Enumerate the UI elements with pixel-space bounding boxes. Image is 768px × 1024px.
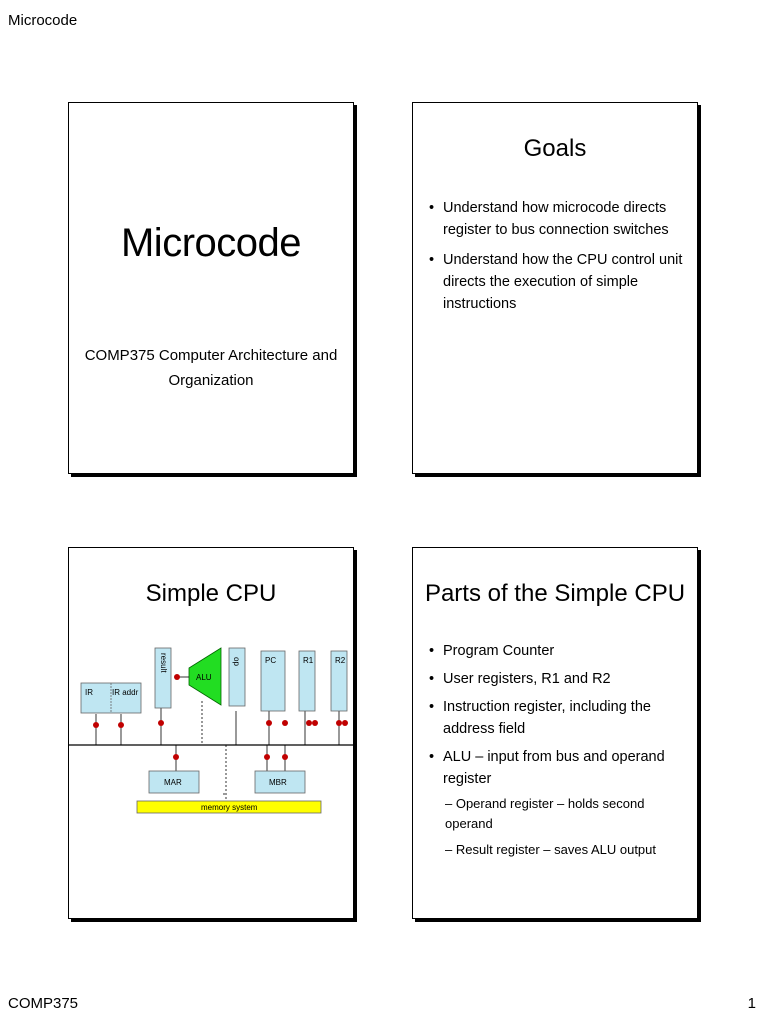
slide-subtitle [83,343,339,393]
bus-switches [93,720,348,760]
alu-label: ALU [196,673,212,682]
goals-list [429,197,687,323]
slide-parts-title: Parts of the Simple CPU [424,580,686,607]
ir-label: IR [85,688,93,697]
dashed-connections [202,701,226,801]
list-item: • Understand how the CPU control unit directs the execution of simple instructions [429,252,683,312]
result-label: result [159,653,168,673]
slide-simple-cpu [68,547,354,919]
r2-label: R2 [335,656,346,665]
slide-goals-title: Goals [523,135,587,162]
mar-label: MAR [164,778,182,787]
slide-title-heading: Microcode [120,221,301,265]
subtitle-line-1: COMP375 Computer Architecture and [84,347,338,364]
list-item: • ALU – input from bus and operand register – Operand register – holds second operand – Result register – saves ALU output [429,746,687,860]
slide-goals [412,102,698,474]
cpu-diagram [69,643,353,823]
parts-list [429,640,687,866]
page-number: 1 [747,995,756,1012]
r1-label: R1 [303,656,314,665]
list-item: • Understand how microcode directs register to bus connection switches [429,200,669,238]
ir-addr-label: IR addr [112,688,139,697]
sub-list [443,794,687,860]
op-label: op [232,657,241,666]
sub-list-item: – Operand register – holds second operand [445,796,645,831]
list-item: • Program Counter [429,643,555,659]
list-item: • User registers, R1 and R2 [429,671,611,687]
slide-simple-cpu-title: Simple CPU [145,580,277,607]
sub-list-item: – Result register – saves ALU output [445,842,657,857]
subtitle-line-2: Organization [168,372,254,389]
slide-title [68,102,354,474]
slide-parts [412,547,698,919]
alu-switch [174,674,180,680]
pc-label: PC [265,656,277,665]
footer-course: COMP375 [8,995,79,1012]
list-item: • Instruction register, including the address field [429,699,651,737]
page-header: Microcode [8,12,78,29]
memory-label: memory system [201,803,258,812]
mbr-label: MBR [269,778,287,787]
